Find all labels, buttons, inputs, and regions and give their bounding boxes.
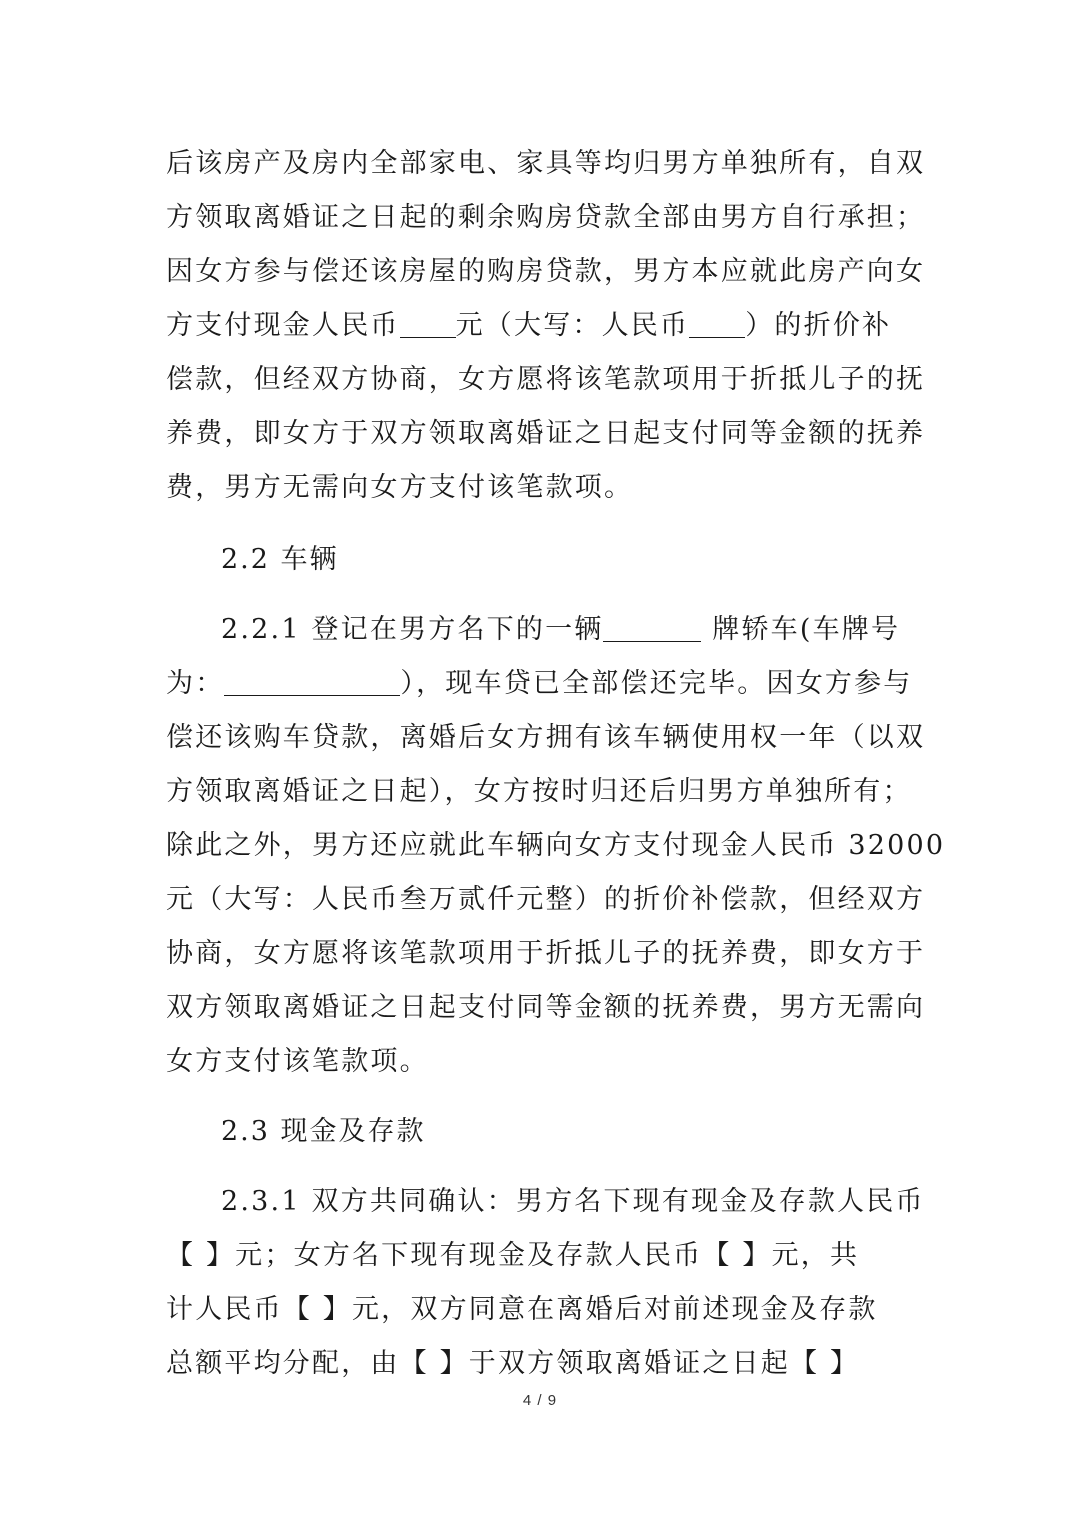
section-heading-cash: 2.3 现金及存款 — [221, 1116, 426, 1147]
text-line — [166, 657, 916, 711]
car-brand-blank — [603, 605, 701, 642]
text-line: 偿还该购车贷款，离婚后女方拥有该车辆使用权一年（以双 — [166, 722, 926, 753]
text-line: 方领取离婚证之日起的剩余购房贷款全部由男方自行承担； — [166, 202, 926, 233]
text-line — [166, 603, 916, 657]
text-fragment: ）的折价补 — [745, 310, 892, 341]
amount-words-blank — [689, 301, 745, 338]
section-2-1-continuation — [166, 137, 926, 515]
text-line: 计人民币【 】元，双方同意在离婚后对前述现金及存款 — [166, 1294, 878, 1325]
text-fragment: ），现车贷已全部偿还完毕。因女方参与 — [400, 668, 913, 699]
section-2-2-1 — [166, 603, 946, 1089]
text-line: 费，男方无需向女方支付该笔款项。 — [166, 472, 634, 503]
text-line: 双方领取离婚证之日起支付同等金额的抚养费，男方无需向 — [166, 992, 926, 1023]
text-fragment: 2.2.1 登记在男方名下的一辆 — [221, 614, 604, 645]
text-line: 女方支付该笔款项。 — [166, 1046, 429, 1077]
text-line: 总额平均分配，由【 】于双方领取离婚证之日起【 】 — [166, 1348, 860, 1379]
text-line: 因女方参与偿还该房屋的购房贷款，男方本应就此房产向女 — [166, 256, 926, 287]
text-fragment: 元（大写：人民币 — [455, 310, 690, 341]
plate-number-blank — [224, 659, 400, 696]
amount-blank — [400, 301, 456, 338]
text-line: 养费，即女方于双方领取离婚证之日起支付同等金额的抚养 — [166, 418, 926, 449]
section-heading-vehicle: 2.2 车辆 — [221, 544, 339, 575]
text-line — [166, 299, 916, 353]
text-line: 【 】元；女方名下现有现金及存款人民币【 】元，共 — [166, 1240, 860, 1271]
section-2-3-1 — [166, 1175, 925, 1391]
page-number: 4 / 9 — [522, 1392, 558, 1409]
text-fragment: 方支付现金人民币 — [166, 310, 400, 341]
text-line: 协商，女方愿将该笔款项用于折抵儿子的抚养费，即女方于 — [166, 938, 926, 969]
text-line: 偿款，但经双方协商，女方愿将该笔款项用于折抵儿子的抚 — [166, 364, 926, 395]
text-fragment: 为： — [166, 668, 225, 699]
text-fragment: 牌轿车(车牌号 — [701, 614, 901, 645]
text-line: 元（大写：人民币叁万贰仟元整）的折价补偿款，但经双方 — [166, 884, 926, 915]
text-line: 除此之外，男方还应就此车辆向女方支付现金人民币 32000 — [166, 830, 946, 861]
text-line: 方领取离婚证之日起），女方按时归还后归男方单独所有； — [166, 776, 912, 807]
text-line: 后该房产及房内全部家电、家具等均归男方单独所有，自双 — [166, 148, 926, 179]
text-line: 2.3.1 双方共同确认：男方名下现有现金及存款人民币 — [221, 1186, 925, 1217]
